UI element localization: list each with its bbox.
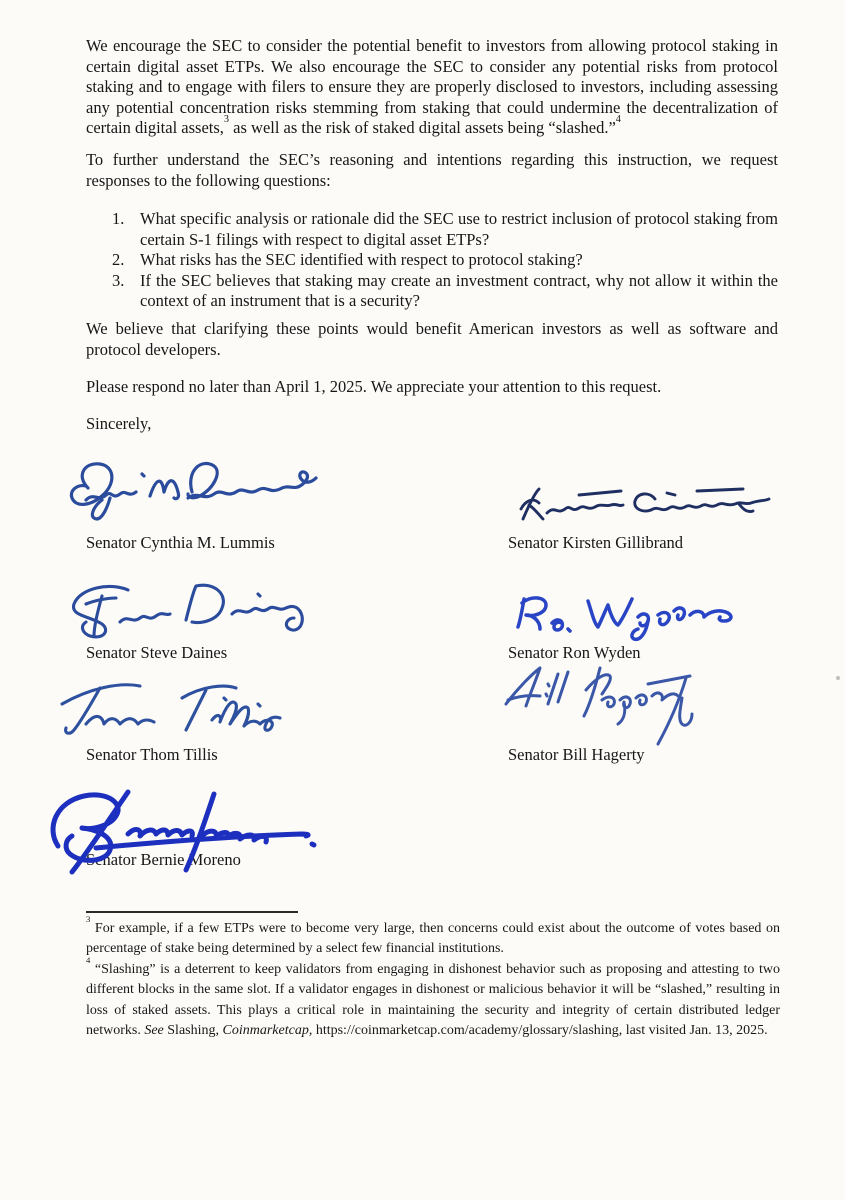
question-text: What specific analysis or rationale did the SEC use to restrict inclusion of protocol staking from certain S-1 filings with respect to digital asset ETPs? bbox=[140, 209, 778, 249]
question-number: 1. bbox=[112, 209, 125, 228]
question-list bbox=[112, 209, 778, 312]
question-text: What risks has the SEC identified with respect to protocol staking? bbox=[140, 250, 583, 270]
signer-name-moreno: Senator Bernie Moreno bbox=[86, 850, 241, 869]
footnote-ref-3: 3 bbox=[223, 114, 230, 126]
closing-salutation: Sincerely, bbox=[86, 414, 152, 433]
footnote-4-coinmarketcap: Coinmarketcap bbox=[222, 1023, 309, 1039]
signer-name-daines: Senator Steve Daines bbox=[86, 643, 228, 662]
body-paragraph-4: Please respond no later than April 1, 2025. We appreciate your attention to this request. bbox=[86, 377, 662, 396]
footnote-ref-4: 4 bbox=[615, 114, 621, 126]
question-text: If the SEC believes that staking may create an investment contract, why not allow it within the context of an instrument that is a security? bbox=[140, 270, 778, 311]
footnote-4-text-c: , https://coinmarketcap.com/academy/glossary/slashing, last visited Jan. 13, 2025. bbox=[308, 1023, 768, 1039]
signer-name-tillis: Senator Thom Tillis bbox=[86, 745, 218, 764]
question-item-1 bbox=[112, 209, 778, 250]
body-paragraph-1 bbox=[86, 36, 778, 139]
signer-name-hagerty: Senator Bill Hagerty bbox=[508, 745, 645, 764]
signer-name-gillibrand: Senator Kirsten Gillibrand bbox=[508, 533, 684, 552]
body-paragraph-3: We believe that clarifying these points would benefit American investors as well as software and protocol developers. bbox=[86, 319, 778, 359]
footnotes-section bbox=[86, 914, 780, 1041]
question-item-2 bbox=[112, 250, 778, 271]
footnote-3 bbox=[86, 914, 780, 960]
footnote-3-text: For example, if a few ETPs were to become very large, then concerns could exist about the outcome of votes based on percentage of stake being determined by a select few financial institutions. bbox=[86, 921, 780, 957]
signature-cynthia-lummis-icon bbox=[58, 454, 336, 538]
question-item-3 bbox=[112, 271, 778, 312]
footnote-4-text-a: “Slashing” is a deterrent to keep validators from engaging in dishonest behavior such as proposing and attesting to two different blocks in the same slot. If a validator engages in dishonest or malicious behavior it will be “slashed,” resulting in loss of staked assets. This plays a critical role in maintaining the security and integrity of certain distributed ledger networks. bbox=[86, 961, 780, 1039]
paragraph-1-text-a: We encourage the SEC to consider the potential benefit to investors from allowing protocol staking in certain digital asset ETPs. We also encourage the SEC to consider any potential risks from protocol staking and to engage with filers to ensure they are properly disclosed to investors, including assessing any potential concentration risks stemming from staking that could undermine the decentralization of certain digital assets, bbox=[86, 36, 778, 138]
body-paragraph-2: To further understand the SEC’s reasoning and intentions regarding this instruction, we request responses to the following questions: bbox=[86, 150, 778, 190]
footnote-4-text-b: Slashing, bbox=[163, 1023, 223, 1039]
signature-thom-tillis-icon bbox=[54, 674, 332, 746]
signature-kirsten-gillibrand-icon bbox=[505, 481, 777, 529]
footnote-4-marker: 4 bbox=[86, 955, 91, 966]
footnote-separator-rule bbox=[86, 911, 298, 913]
signature-ron-wyden-icon bbox=[508, 589, 752, 647]
signature-steve-daines-icon bbox=[62, 578, 330, 648]
signature-bill-hagerty-icon bbox=[500, 660, 728, 758]
footnote-4 bbox=[86, 955, 780, 1042]
scan-artifact-dot bbox=[836, 676, 840, 680]
paragraph-1-text-b: as well as the risk of staked digital assets being “slashed.” bbox=[229, 118, 616, 138]
signature-bernie-moreno-icon bbox=[38, 784, 340, 880]
question-number: 2. bbox=[112, 250, 125, 270]
signer-name-lummis: Senator Cynthia M. Lummis bbox=[86, 533, 275, 552]
signer-name-wyden: Senator Ron Wyden bbox=[508, 643, 641, 662]
footnote-3-marker: 3 bbox=[86, 914, 91, 925]
question-number: 3. bbox=[112, 270, 125, 290]
footnote-4-see: See bbox=[144, 1023, 164, 1039]
